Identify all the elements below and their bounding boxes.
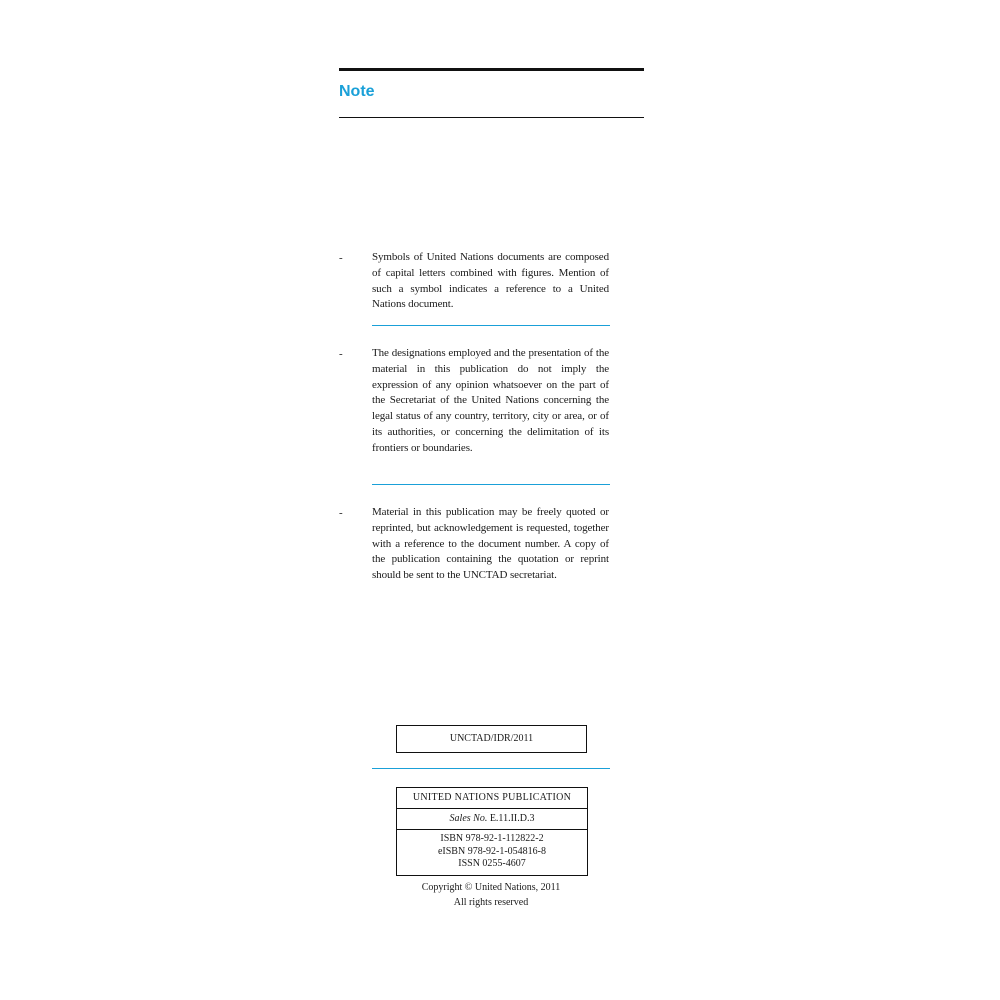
- separator-rule: [372, 768, 610, 769]
- sales-number-row: [397, 809, 587, 830]
- identifiers: [397, 830, 587, 871]
- bullet-dash: -: [339, 348, 343, 360]
- publication-box: [396, 787, 588, 876]
- page-heading: Note: [339, 83, 375, 100]
- separator-rule: [372, 325, 610, 326]
- sales-label: Sales No.: [449, 813, 488, 824]
- note-text: Symbols of United Nations documents are composed of capital letters combined with figures. Mention of such a symbol indicates a reference to a United Nations document.: [372, 251, 609, 311]
- note-text: The designations employed and the presentation of the material in this publication do not imply the expression of any opinion whatsoever on the part of the Secretariat of the United Nations concerning the legal status of any country, territory, city or area, or of its authorities, or concerning the delimitation of its frontiers or boundaries.: [372, 347, 609, 454]
- separator-rule: [372, 484, 610, 485]
- document-symbol: UNCTAD/IDR/2011: [396, 725, 587, 753]
- note-item: [339, 250, 611, 313]
- heading-rule: [339, 117, 644, 118]
- rights-line: All rights reserved: [453, 897, 529, 908]
- sales-number: E.11.II.D.3: [489, 813, 535, 824]
- copyright-line: Copyright © United Nations, 2011: [421, 882, 561, 893]
- note-item: [339, 505, 611, 584]
- issn: ISSN 0255-4607: [458, 858, 526, 869]
- bullet-dash: -: [339, 507, 343, 519]
- bullet-dash: -: [339, 252, 343, 264]
- copyright-block: [396, 880, 586, 910]
- top-rule: [339, 68, 644, 71]
- note-text: Material in this publication may be freely quoted or reprinted, but acknowledgement is requested, together with a reference to the document number. A copy of the publication containing the quotation or reprint should be sent to the UNCTAD secretariat.: [372, 506, 609, 582]
- eisbn: eISBN 978-92-1-054816-8: [437, 845, 547, 857]
- note-item: [339, 346, 611, 457]
- publication-title: UNITED NATIONS PUBLICATION: [397, 788, 587, 809]
- isbn: ISBN 978-92-1-112822-2: [440, 833, 544, 844]
